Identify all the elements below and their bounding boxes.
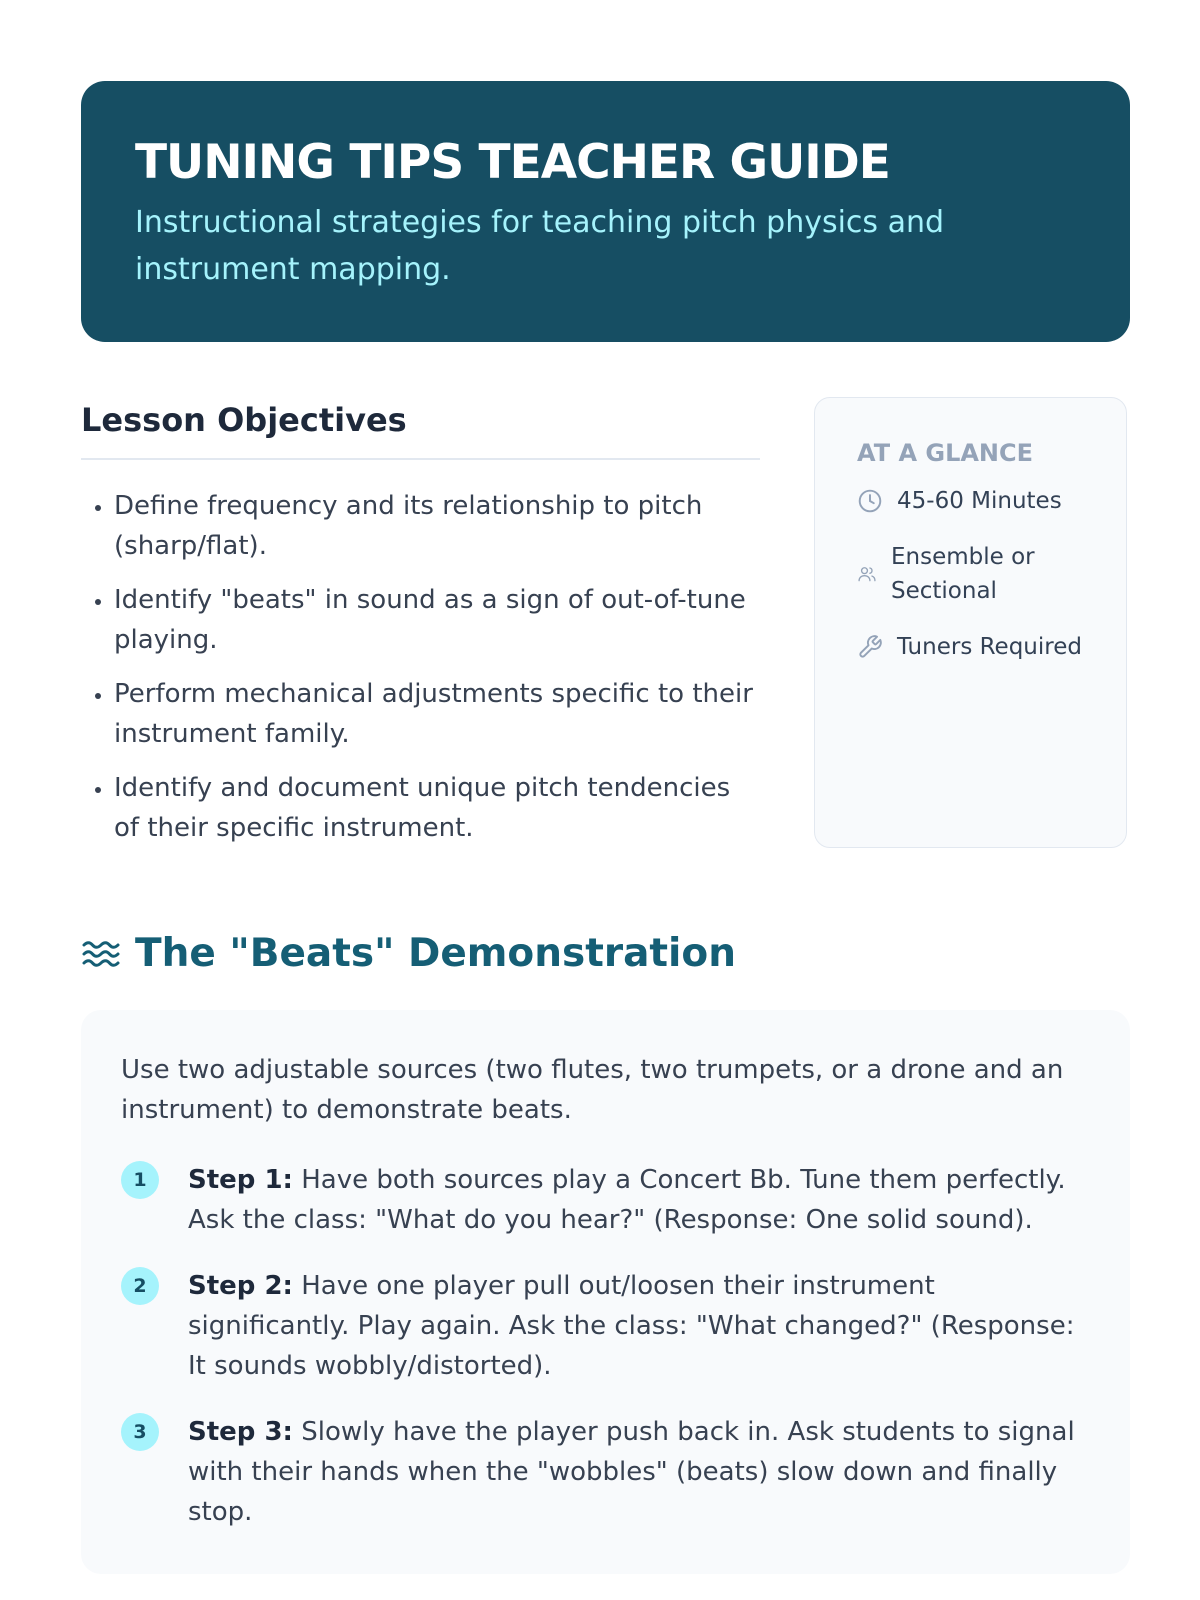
step-text bbox=[188, 1412, 1090, 1532]
step-number-badge: 2 bbox=[121, 1267, 159, 1305]
step-number-badge: 3 bbox=[121, 1413, 159, 1451]
glance-title: AT A GLANCE bbox=[857, 439, 1034, 467]
waves-icon bbox=[81, 937, 121, 971]
step-description: Have both sources play a Concert Bb. Tune them perfectly. Ask the class: "What do you hear?" (Response: One solid sound). bbox=[188, 1165, 1066, 1235]
glance-item-equipment bbox=[857, 630, 1086, 664]
glance-label: Ensemble or Sectional bbox=[891, 544, 1035, 604]
step-text bbox=[188, 1266, 1090, 1386]
step-item bbox=[121, 1160, 1090, 1240]
step-label: Step 1: bbox=[188, 1165, 293, 1195]
glance-label: Tuners Required bbox=[897, 634, 1082, 660]
header-banner bbox=[81, 81, 1130, 342]
glance-item-duration bbox=[857, 484, 1086, 518]
page-subtitle: Instructional strategies for teaching pitch physics and instrument mapping. bbox=[135, 205, 945, 287]
objective-item: • Identify "beats" in sound as a sign of out-of-tune playing. bbox=[114, 580, 760, 660]
step-text bbox=[188, 1160, 1090, 1240]
beats-intro: Use two adjustable sources (two flutes, two trumpets, or a drone and an instrument) to demonstrate beats. bbox=[121, 1055, 1064, 1125]
beats-demonstration-card bbox=[81, 1010, 1130, 1574]
beats-title: The "Beats" Demonstration bbox=[135, 931, 736, 976]
page-title: TUNING TIPS TEACHER GUIDE bbox=[135, 135, 890, 190]
wrench-icon bbox=[857, 634, 883, 660]
step-label: Step 2: bbox=[188, 1271, 293, 1301]
glance-item-group bbox=[857, 540, 1086, 608]
glance-label: 45-60 Minutes bbox=[897, 488, 1062, 514]
step-item bbox=[121, 1412, 1090, 1532]
objective-item: • Identify and document unique pitch tendencies of their specific instrument. bbox=[114, 768, 760, 848]
users-icon bbox=[857, 564, 877, 584]
step-description: Have one player pull out/loosen their instrument significantly. Play again. Ask the class: "What changed?" (Response: It sounds wobbly/distorted). bbox=[188, 1271, 1075, 1381]
objectives-list bbox=[81, 486, 760, 848]
step-number-badge: 1 bbox=[121, 1161, 159, 1199]
step-item bbox=[121, 1266, 1090, 1386]
objective-item: • Perform mechanical adjustments specific to their instrument family. bbox=[114, 674, 760, 754]
lesson-objectives bbox=[81, 400, 760, 862]
beats-heading bbox=[81, 930, 736, 978]
clock-icon bbox=[857, 488, 883, 514]
step-label: Step 3: bbox=[188, 1417, 293, 1447]
at-a-glance-card bbox=[814, 397, 1127, 848]
objectives-title: Lesson Objectives bbox=[81, 400, 760, 460]
step-description: Slowly have the player push back in. Ask students to signal with their hands when the "wobbles" (beats) slow down and finally stop. bbox=[188, 1417, 1075, 1527]
objective-item: • Define frequency and its relationship to pitch (sharp/flat). bbox=[114, 486, 760, 566]
